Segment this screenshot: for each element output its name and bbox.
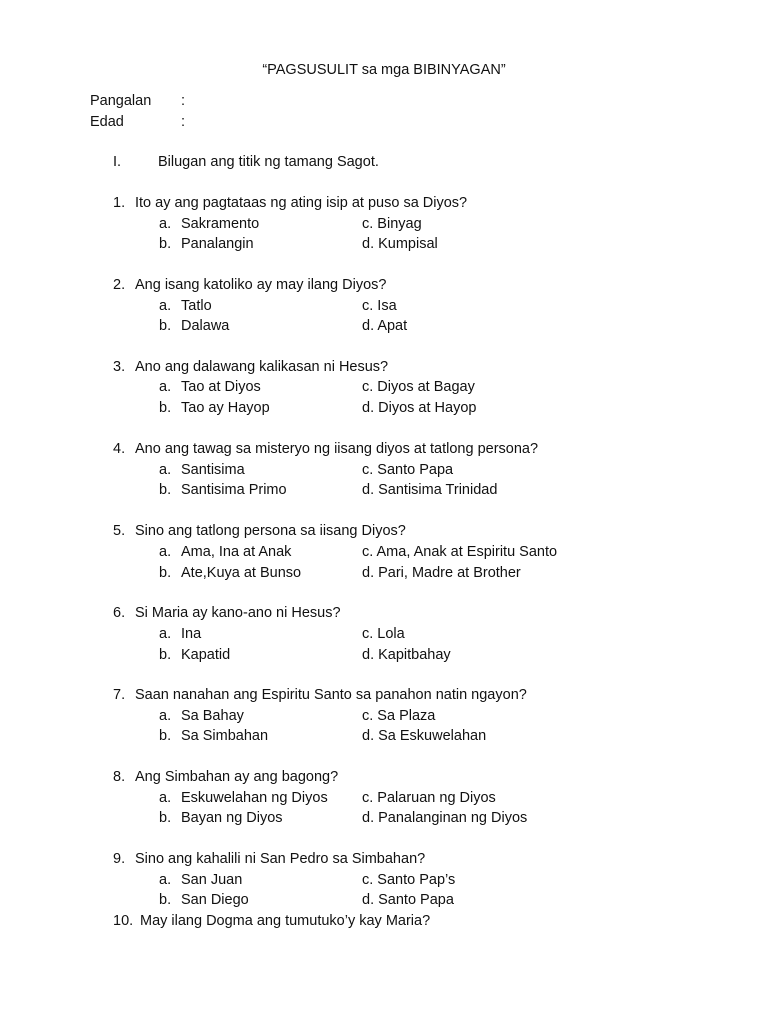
question-text: Ang Simbahan ay ang bagong? <box>135 769 339 785</box>
option-text: Tao at Diyos <box>181 379 261 395</box>
option-letter: a. <box>159 379 172 395</box>
option-a <box>159 460 349 480</box>
option-c <box>362 214 622 234</box>
option-text: Eskuwelahan ng Diyos <box>181 790 328 806</box>
age-field <box>90 112 390 132</box>
option-a <box>159 788 349 808</box>
option-letter: a. <box>159 872 172 888</box>
section-instruction: Bilugan ang titik ng tamang Sagot. <box>158 154 379 170</box>
option-c <box>362 296 622 316</box>
option-c <box>362 870 622 890</box>
option-text: Panalangin <box>181 236 254 252</box>
option-c <box>362 788 622 808</box>
option-a <box>159 870 349 890</box>
option-b <box>159 890 349 910</box>
option-a <box>159 377 349 397</box>
question-text: Si Maria ay kano-ano ni Hesus? <box>135 605 341 621</box>
option-text: d. Santo Papa <box>362 892 454 908</box>
option-text: c. Binyag <box>362 216 422 232</box>
option-text: Tao ay Hayop <box>181 400 270 416</box>
option-b <box>159 563 349 583</box>
name-label: Pangalan <box>90 93 152 109</box>
question-number: 4. <box>113 441 126 457</box>
option-letter: a. <box>159 544 172 560</box>
option-letter: a. <box>159 708 172 724</box>
option-letter: b. <box>159 318 172 334</box>
option-text: c. Santo Pap’s <box>362 872 456 888</box>
option-letter: b. <box>159 892 172 908</box>
option-d <box>362 234 622 254</box>
option-letter: b. <box>159 647 172 663</box>
option-text: c. Ama, Anak at Espiritu Santo <box>362 544 558 560</box>
option-letter: b. <box>159 400 172 416</box>
option-text: d. Kumpisal <box>362 236 438 252</box>
option-d <box>362 808 622 828</box>
option-text: San Diego <box>181 892 249 908</box>
option-text: d. Sa Eskuwelahan <box>362 728 487 744</box>
option-letter: b. <box>159 565 172 581</box>
option-letter: b. <box>159 728 172 744</box>
option-a <box>159 542 349 562</box>
question-number: 8. <box>113 769 126 785</box>
option-text: d. Apat <box>362 318 408 334</box>
section-number: I. <box>113 154 122 170</box>
option-c <box>362 460 622 480</box>
question-2 <box>113 275 673 295</box>
name-field <box>90 91 390 111</box>
option-text: Santisima Primo <box>181 482 287 498</box>
option-text: c. Lola <box>362 626 405 642</box>
question-number: 10. <box>113 913 134 929</box>
option-text: Ate,Kuya at Bunso <box>181 565 302 581</box>
option-d <box>362 563 622 583</box>
option-d <box>362 890 622 910</box>
question-number: 6. <box>113 605 126 621</box>
option-text: Sakramento <box>181 216 260 232</box>
question-9 <box>113 849 673 869</box>
option-a <box>159 624 349 644</box>
option-text: Sa Simbahan <box>181 728 269 744</box>
option-c <box>362 377 622 397</box>
question-3 <box>113 357 673 377</box>
option-letter: a. <box>159 626 172 642</box>
question-text: Saan nanahan ang Espiritu Santo sa panahon natin ngayon? <box>135 687 527 703</box>
question-text: Sino ang kahalili ni San Pedro sa Simbahan? <box>135 851 426 867</box>
question-number: 5. <box>113 523 126 539</box>
option-c <box>362 624 622 644</box>
option-text: Bayan ng Diyos <box>181 810 283 826</box>
question-text: Sino ang tatlong persona sa iisang Diyos? <box>135 523 406 539</box>
option-d <box>362 480 622 500</box>
option-b <box>159 398 349 418</box>
question-text: Ang isang katoliko ay may ilang Diyos? <box>135 277 387 293</box>
option-b <box>159 808 349 828</box>
page-title: “PAGSUSULIT sa mga BIBINYAGAN” <box>262 62 506 78</box>
option-text: c. Santo Papa <box>362 462 454 478</box>
option-text: Sa Bahay <box>181 708 244 724</box>
option-b <box>159 726 349 746</box>
question-number: 2. <box>113 277 126 293</box>
option-text: Dalawa <box>181 318 230 334</box>
question-text: May ilang Dogma ang tumutuko’y kay Maria? <box>140 913 431 929</box>
option-a <box>159 214 349 234</box>
age-colon: : <box>181 114 186 130</box>
question-8 <box>113 767 673 787</box>
option-text: Ama, Ina at Anak <box>181 544 292 560</box>
option-text: c. Sa Plaza <box>362 708 436 724</box>
option-letter: b. <box>159 236 172 252</box>
option-letter: a. <box>159 298 172 314</box>
option-d <box>362 645 622 665</box>
option-a <box>159 706 349 726</box>
option-d <box>362 398 622 418</box>
question-number: 3. <box>113 359 126 375</box>
question-number: 7. <box>113 687 126 703</box>
question-7 <box>113 685 673 705</box>
option-text: d. Kapitbahay <box>362 647 451 663</box>
question-text: Ano ang tawag sa misteryo ng iisang diyos at tatlong persona? <box>135 441 539 457</box>
option-text: d. Santisima Trinidad <box>362 482 498 498</box>
option-b <box>159 645 349 665</box>
option-text: Kapatid <box>181 647 231 663</box>
option-a <box>159 296 349 316</box>
option-c <box>362 542 622 562</box>
question-1 <box>113 193 673 213</box>
option-text: d. Diyos at Hayop <box>362 400 477 416</box>
option-letter: b. <box>159 482 172 498</box>
option-text: c. Diyos at Bagay <box>362 379 475 395</box>
option-c <box>362 706 622 726</box>
option-b <box>159 234 349 254</box>
question-6 <box>113 603 673 623</box>
option-d <box>362 726 622 746</box>
age-label: Edad <box>90 114 124 130</box>
question-text: Ito ay ang pagtataas ng ating isip at puso sa Diyos? <box>135 195 468 211</box>
option-text: c. Isa <box>362 298 397 314</box>
option-text: c. Palaruan ng Diyos <box>362 790 496 806</box>
question-5 <box>113 521 673 541</box>
option-d <box>362 316 622 336</box>
question-number: 1. <box>113 195 126 211</box>
option-text: Tatlo <box>181 298 212 314</box>
option-b <box>159 316 349 336</box>
option-letter: a. <box>159 462 172 478</box>
option-letter: a. <box>159 216 172 232</box>
name-colon: : <box>181 93 186 109</box>
question-10 <box>113 911 673 931</box>
option-text: d. Panalanginan ng Diyos <box>362 810 528 826</box>
option-b <box>159 480 349 500</box>
option-text: Santisima <box>181 462 245 478</box>
option-letter: b. <box>159 810 172 826</box>
option-text: San Juan <box>181 872 243 888</box>
question-4 <box>113 439 673 459</box>
option-text: Ina <box>181 626 202 642</box>
option-letter: a. <box>159 790 172 806</box>
option-text: d. Pari, Madre at Brother <box>362 565 521 581</box>
question-text: Ano ang dalawang kalikasan ni Hesus? <box>135 359 389 375</box>
question-number: 9. <box>113 851 126 867</box>
